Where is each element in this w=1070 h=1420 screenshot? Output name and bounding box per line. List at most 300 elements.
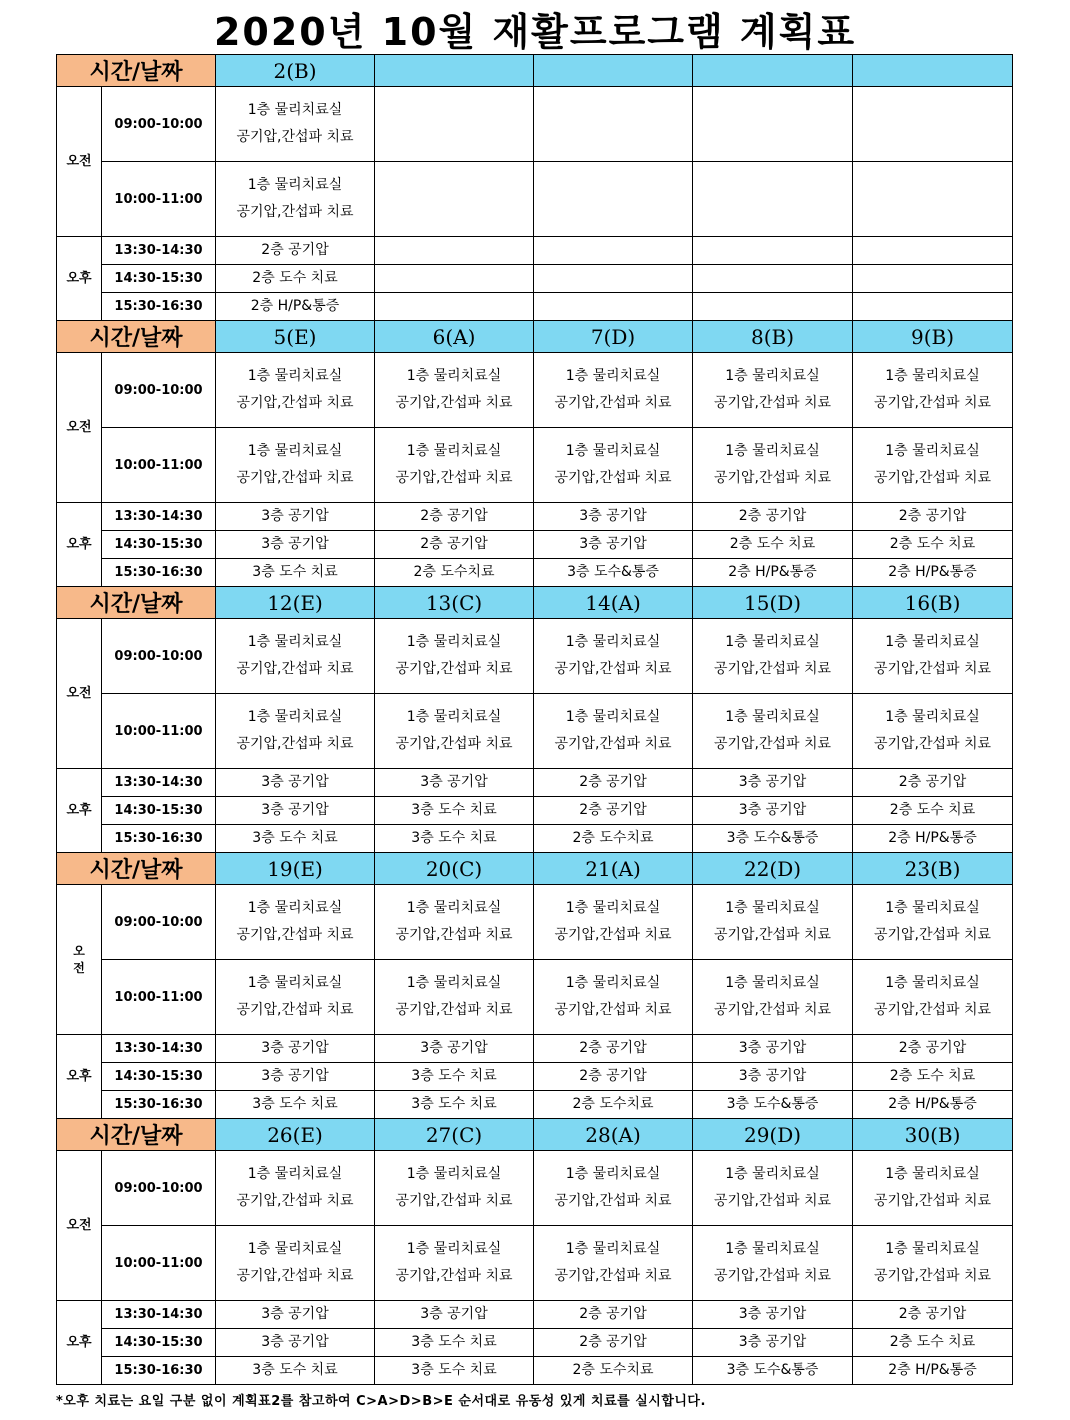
schedule-cell — [534, 162, 693, 237]
date-header: 15(D) — [693, 587, 853, 619]
schedule-cell: 2층 H/P&통증 — [853, 559, 1013, 587]
pm-row — [57, 1035, 1013, 1063]
week-header-row — [57, 853, 1013, 885]
schedule-cell — [534, 293, 693, 321]
cell-text: 1층 물리치료실 — [725, 709, 820, 725]
schedule-cell: 2층 공기압 — [534, 797, 693, 825]
week-header-row — [57, 321, 1013, 353]
time-slot: 10:00-11:00 — [102, 694, 216, 769]
schedule-cell: 3층 공기압 — [534, 531, 693, 559]
schedule-cell — [375, 960, 534, 1035]
cell-text: 공기압,간섭파 치료 — [236, 1268, 354, 1284]
cell-text: 공기압,간섭파 치료 — [395, 736, 513, 752]
cell-text: 1층 물리치료실 — [565, 709, 661, 725]
date-header — [853, 55, 1013, 87]
time-slot: 15:30-16:30 — [102, 1091, 216, 1119]
period-label-pm: 오후 — [57, 1301, 102, 1385]
am-row — [57, 87, 1013, 162]
schedule-cell: 3층 도수&통증 — [693, 1357, 853, 1385]
am-row — [57, 162, 1013, 237]
cell-text: 공기압,간섭파 치료 — [713, 1268, 832, 1284]
schedule-cell: 3층 공기압 — [216, 769, 375, 797]
cell-text: 공기압,간섭파 치료 — [873, 1193, 992, 1209]
schedule-cell — [693, 87, 853, 162]
cell-text: 1층 물리치료실 — [565, 1241, 661, 1257]
time-slot: 14:30-15:30 — [102, 531, 216, 559]
schedule-cell — [693, 1151, 853, 1226]
schedule-cell — [853, 619, 1013, 694]
am-row — [57, 1151, 1013, 1226]
schedule-cell — [534, 960, 693, 1035]
schedule-cell: 3층 공기압 — [216, 503, 375, 531]
schedule-cell: 2층 도수치료 — [534, 1091, 693, 1119]
date-header: 21(A) — [534, 853, 693, 885]
schedule-cell: 2층 공기압 — [853, 769, 1013, 797]
time-slot: 15:30-16:30 — [102, 1357, 216, 1385]
schedule-cell: 3층 공기압 — [216, 1035, 375, 1063]
schedule-cell — [375, 162, 534, 237]
schedule-cell — [534, 428, 693, 503]
schedule-cell: 3층 공기압 — [375, 1035, 534, 1063]
schedule-cell: 3층 공기압 — [216, 1301, 375, 1329]
cell-text: 1층 물리치료실 — [247, 975, 343, 991]
schedule-cell — [853, 237, 1013, 265]
schedule-cell: 3층 도수 치료 — [375, 825, 534, 853]
schedule-cell — [216, 1226, 375, 1301]
time-slot: 14:30-15:30 — [102, 1063, 216, 1091]
cell-text: 공기압,간섭파 치료 — [395, 395, 513, 411]
schedule-cell — [375, 428, 534, 503]
period-label-char: 오 — [73, 943, 85, 958]
date-header: 29(D) — [693, 1119, 853, 1151]
week-header-row — [57, 1119, 1013, 1151]
date-header: 28(A) — [534, 1119, 693, 1151]
cell-text: 공기압,간섭파 치료 — [713, 1002, 832, 1018]
schedule-cell — [216, 619, 375, 694]
cell-text: 공기압,간섭파 치료 — [873, 1268, 992, 1284]
date-header: 6(A) — [375, 321, 534, 353]
cell-text: 1층 물리치료실 — [565, 634, 661, 650]
date-header: 5(E) — [216, 321, 375, 353]
cell-text: 공기압,간섭파 치료 — [554, 736, 672, 752]
schedule-cell: 2층 H/P&통증 — [693, 559, 853, 587]
cell-text: 1층 물리치료실 — [247, 1166, 343, 1182]
pm-row — [57, 237, 1013, 265]
cell-text: 1층 물리치료실 — [885, 368, 980, 384]
schedule-cell — [534, 1226, 693, 1301]
schedule-cell: 2층 공기압 — [216, 237, 375, 265]
schedule-cell: 2층 공기압 — [853, 503, 1013, 531]
schedule-cell — [853, 885, 1013, 960]
period-label-am: 오전 — [57, 87, 102, 237]
cell-text: 1층 물리치료실 — [725, 634, 820, 650]
cell-text: 공기압,간섭파 치료 — [554, 395, 672, 411]
date-header: 22(D) — [693, 853, 853, 885]
date-header: 27(C) — [375, 1119, 534, 1151]
pm-row — [57, 1357, 1013, 1385]
schedule-cell: 3층 도수&통증 — [534, 559, 693, 587]
cell-text: 1층 물리치료실 — [406, 443, 502, 459]
schedule-cell: 3층 도수 치료 — [375, 1091, 534, 1119]
schedule-cell: 2층 공기압 — [693, 503, 853, 531]
schedule-cell: 3층 공기압 — [534, 503, 693, 531]
schedule-cell — [375, 694, 534, 769]
cell-text: 공기압,간섭파 치료 — [395, 1268, 513, 1284]
date-header: 30(B) — [853, 1119, 1013, 1151]
cell-text: 1층 물리치료실 — [565, 900, 661, 916]
time-slot: 09:00-10:00 — [102, 353, 216, 428]
date-header: 23(B) — [853, 853, 1013, 885]
schedule-cell: 3층 공기압 — [693, 1063, 853, 1091]
pm-row — [57, 293, 1013, 321]
schedule-cell — [693, 960, 853, 1035]
date-header: 2(B) — [216, 55, 375, 87]
schedule-cell — [216, 428, 375, 503]
pm-row — [57, 531, 1013, 559]
schedule-cell — [375, 885, 534, 960]
schedule-cell: 3층 공기압 — [375, 769, 534, 797]
cell-text: 1층 물리치료실 — [725, 900, 820, 916]
schedule-cell — [534, 265, 693, 293]
schedule-cell — [534, 694, 693, 769]
footnote: *오후 치료는 요일 구분 없이 계획표2를 참고하여 C>A>D>B>E 순서대로 유동성 있게 치료를 실시합니다. — [56, 1394, 706, 1409]
date-header: 12(E) — [216, 587, 375, 619]
am-row — [57, 619, 1013, 694]
cell-text: 1층 물리치료실 — [406, 634, 502, 650]
cell-text: 공기압,간섭파 치료 — [713, 1193, 832, 1209]
cell-text: 1층 물리치료실 — [885, 1166, 980, 1182]
time-slot: 13:30-14:30 — [102, 1035, 216, 1063]
cell-text: 공기압,간섭파 치료 — [713, 927, 832, 943]
schedule-cell — [693, 237, 853, 265]
schedule-cell — [693, 694, 853, 769]
schedule-cell — [853, 428, 1013, 503]
time-date-header: 시간/날짜 — [57, 321, 216, 353]
period-label-am — [57, 885, 102, 1035]
cell-text: 공기압,간섭파 치료 — [395, 470, 513, 486]
date-header: 26(E) — [216, 1119, 375, 1151]
time-date-header: 시간/날짜 — [57, 853, 216, 885]
cell-text: 1층 물리치료실 — [247, 102, 343, 118]
cell-text: 1층 물리치료실 — [406, 900, 502, 916]
cell-text: 공기압,간섭파 치료 — [873, 395, 992, 411]
schedule-cell: 3층 공기압 — [693, 1301, 853, 1329]
cell-text: 1층 물리치료실 — [406, 368, 502, 384]
cell-text: 1층 물리치료실 — [565, 368, 661, 384]
schedule-cell: 2층 공기압 — [853, 1301, 1013, 1329]
am-row — [57, 885, 1013, 960]
schedule-cell — [216, 1151, 375, 1226]
am-row — [57, 353, 1013, 428]
time-slot: 10:00-11:00 — [102, 1226, 216, 1301]
schedule-cell — [534, 885, 693, 960]
schedule-cell: 2층 도수치료 — [534, 1357, 693, 1385]
time-slot: 13:30-14:30 — [102, 769, 216, 797]
cell-text: 공기압,간섭파 치료 — [554, 927, 672, 943]
period-label-char: 전 — [73, 960, 85, 975]
schedule-cell — [693, 162, 853, 237]
schedule-cell — [534, 237, 693, 265]
time-slot: 09:00-10:00 — [102, 619, 216, 694]
schedule-cell — [853, 1151, 1013, 1226]
pm-row — [57, 1301, 1013, 1329]
schedule-cell: 3층 공기압 — [216, 531, 375, 559]
period-label-pm: 오후 — [57, 1035, 102, 1119]
cell-text: 공기압,간섭파 치료 — [236, 661, 354, 677]
cell-text: 1층 물리치료실 — [565, 975, 661, 991]
time-slot: 10:00-11:00 — [102, 162, 216, 237]
time-date-header: 시간/날짜 — [57, 55, 216, 87]
schedule-cell — [375, 1226, 534, 1301]
schedule-cell — [853, 293, 1013, 321]
cell-text: 1층 물리치료실 — [406, 709, 502, 725]
schedule-cell — [853, 694, 1013, 769]
schedule-cell — [375, 293, 534, 321]
cell-text: 공기압,간섭파 치료 — [554, 1002, 672, 1018]
schedule-cell: 3층 공기압 — [216, 1063, 375, 1091]
time-slot: 13:30-14:30 — [102, 503, 216, 531]
schedule-cell — [375, 87, 534, 162]
time-slot: 10:00-11:00 — [102, 428, 216, 503]
pm-row — [57, 503, 1013, 531]
cell-text: 공기압,간섭파 치료 — [236, 1002, 354, 1018]
schedule-cell — [693, 1226, 853, 1301]
schedule-cell: 3층 도수 치료 — [216, 1091, 375, 1119]
schedule-cell: 3층 도수 치료 — [216, 559, 375, 587]
schedule-cell: 3층 도수&통증 — [693, 1091, 853, 1119]
pm-row — [57, 1091, 1013, 1119]
time-slot: 10:00-11:00 — [102, 960, 216, 1035]
date-header: 16(B) — [853, 587, 1013, 619]
schedule-cell: 2층 공기압 — [534, 769, 693, 797]
cell-text: 1층 물리치료실 — [247, 709, 343, 725]
cell-text: 1층 물리치료실 — [885, 634, 980, 650]
schedule-cell: 2층 도수 치료 — [693, 531, 853, 559]
schedule-cell: 2층 공기압 — [534, 1035, 693, 1063]
schedule-cell: 2층 도수치료 — [375, 559, 534, 587]
schedule-cell — [375, 237, 534, 265]
cell-text: 공기압,간섭파 치료 — [713, 470, 832, 486]
schedule-cell: 3층 공기압 — [693, 1329, 853, 1357]
schedule-cell: 2층 도수 치료 — [853, 1063, 1013, 1091]
schedule-cell: 3층 공기압 — [693, 1035, 853, 1063]
week-header-row — [57, 55, 1013, 87]
date-header: 20(C) — [375, 853, 534, 885]
cell-text: 1층 물리치료실 — [247, 177, 343, 193]
time-slot: 13:30-14:30 — [102, 237, 216, 265]
cell-text: 1층 물리치료실 — [725, 1166, 820, 1182]
cell-text: 공기압,간섭파 치료 — [236, 395, 354, 411]
schedule-cell: 3층 공기압 — [216, 797, 375, 825]
schedule-cell: 2층 도수 치료 — [853, 531, 1013, 559]
time-slot: 14:30-15:30 — [102, 1329, 216, 1357]
time-slot: 09:00-10:00 — [102, 885, 216, 960]
date-header — [534, 55, 693, 87]
schedule-cell — [216, 885, 375, 960]
schedule-cell: 2층 공기압 — [375, 503, 534, 531]
schedule-cell: 3층 도수 치료 — [375, 1329, 534, 1357]
date-header: 19(E) — [216, 853, 375, 885]
week-header-row — [57, 587, 1013, 619]
cell-text: 1층 물리치료실 — [247, 368, 343, 384]
schedule-cell: 2층 공기압 — [375, 531, 534, 559]
cell-text: 공기압,간섭파 치료 — [873, 470, 992, 486]
time-slot: 09:00-10:00 — [102, 87, 216, 162]
period-label-pm: 오후 — [57, 503, 102, 587]
schedule-cell — [853, 87, 1013, 162]
period-label-pm: 오후 — [57, 237, 102, 321]
schedule-cell: 3층 도수&통증 — [693, 825, 853, 853]
cell-text: 공기압,간섭파 치료 — [395, 1193, 513, 1209]
cell-text: 공기압,간섭파 치료 — [713, 736, 832, 752]
time-slot: 13:30-14:30 — [102, 1301, 216, 1329]
cell-text: 1층 물리치료실 — [725, 1241, 820, 1257]
cell-text: 공기압,간섭파 치료 — [236, 470, 354, 486]
schedule-cell — [693, 428, 853, 503]
schedule-cell — [216, 960, 375, 1035]
cell-text: 공기압,간섭파 치료 — [236, 204, 354, 220]
schedule-cell: 3층 공기압 — [375, 1301, 534, 1329]
schedule-cell: 2층 H/P&통증 — [216, 293, 375, 321]
date-header: 7(D) — [534, 321, 693, 353]
cell-text: 1층 물리치료실 — [725, 975, 820, 991]
schedule-cell — [216, 162, 375, 237]
am-row — [57, 960, 1013, 1035]
am-row — [57, 1226, 1013, 1301]
schedule-cell — [693, 293, 853, 321]
schedule-cell — [853, 353, 1013, 428]
schedule-cell — [693, 353, 853, 428]
pm-row — [57, 769, 1013, 797]
date-header — [375, 55, 534, 87]
cell-text: 공기압,간섭파 치료 — [873, 736, 992, 752]
cell-text: 공기압,간섭파 치료 — [395, 927, 513, 943]
cell-text: 공기압,간섭파 치료 — [713, 395, 832, 411]
schedule-cell: 3층 공기압 — [216, 1329, 375, 1357]
cell-text: 1층 물리치료실 — [725, 443, 820, 459]
time-slot: 14:30-15:30 — [102, 265, 216, 293]
cell-text: 공기압,간섭파 치료 — [554, 661, 672, 677]
pm-row — [57, 825, 1013, 853]
cell-text: 공기압,간섭파 치료 — [236, 927, 354, 943]
schedule-cell — [534, 353, 693, 428]
schedule-cell: 2층 H/P&통증 — [853, 1357, 1013, 1385]
cell-text: 공기압,간섭파 치료 — [554, 1193, 672, 1209]
cell-text: 1층 물리치료실 — [406, 1166, 502, 1182]
cell-text: 공기압,간섭파 치료 — [873, 1002, 992, 1018]
schedule-cell: 2층 도수 치료 — [216, 265, 375, 293]
schedule-cell: 2층 공기압 — [534, 1329, 693, 1357]
time-slot: 15:30-16:30 — [102, 293, 216, 321]
time-date-header: 시간/날짜 — [57, 587, 216, 619]
cell-text: 1층 물리치료실 — [725, 368, 820, 384]
schedule-cell — [853, 265, 1013, 293]
schedule-cell: 3층 도수 치료 — [375, 1063, 534, 1091]
date-header: 14(A) — [534, 587, 693, 619]
period-label-am: 오전 — [57, 353, 102, 503]
period-label-am: 오전 — [57, 619, 102, 769]
period-label-am: 오전 — [57, 1151, 102, 1301]
schedule-cell: 2층 공기압 — [853, 1035, 1013, 1063]
am-row — [57, 694, 1013, 769]
schedule-cell — [534, 1151, 693, 1226]
date-header: 9(B) — [853, 321, 1013, 353]
cell-text: 1층 물리치료실 — [406, 975, 502, 991]
am-row — [57, 428, 1013, 503]
cell-text: 공기압,간섭파 치료 — [873, 661, 992, 677]
cell-text: 공기압,간섭파 치료 — [395, 661, 513, 677]
schedule-cell — [693, 885, 853, 960]
schedule-cell: 2층 H/P&통증 — [853, 1091, 1013, 1119]
schedule-cell — [216, 694, 375, 769]
schedule-table — [56, 54, 1013, 1385]
schedule-cell: 3층 도수 치료 — [375, 1357, 534, 1385]
date-header: 8(B) — [693, 321, 853, 353]
cell-text: 1층 물리치료실 — [565, 443, 661, 459]
schedule-cell — [216, 353, 375, 428]
schedule-cell — [693, 619, 853, 694]
time-slot: 14:30-15:30 — [102, 797, 216, 825]
schedule-cell: 2층 H/P&통증 — [853, 825, 1013, 853]
schedule-cell: 2층 도수 치료 — [853, 797, 1013, 825]
schedule-cell — [853, 1226, 1013, 1301]
pm-row — [57, 797, 1013, 825]
cell-text: 1층 물리치료실 — [885, 975, 980, 991]
schedule-cell — [216, 87, 375, 162]
time-slot: 15:30-16:30 — [102, 559, 216, 587]
period-label-pm: 오후 — [57, 769, 102, 853]
cell-text: 공기압,간섭파 치료 — [395, 1002, 513, 1018]
schedule-cell: 3층 도수 치료 — [375, 797, 534, 825]
cell-text: 공기압,간섭파 치료 — [554, 1268, 672, 1284]
cell-text: 1층 물리치료실 — [247, 900, 343, 916]
page-title: 2020년 10월 재활프로그램 계획표 — [213, 10, 857, 54]
date-header — [693, 55, 853, 87]
cell-text: 1층 물리치료실 — [885, 1241, 980, 1257]
pm-row — [57, 265, 1013, 293]
schedule-cell: 3층 도수 치료 — [216, 825, 375, 853]
schedule-cell — [375, 619, 534, 694]
schedule-cell — [534, 87, 693, 162]
cell-text: 공기압,간섭파 치료 — [236, 129, 354, 145]
schedule-cell — [375, 1151, 534, 1226]
pm-row — [57, 1329, 1013, 1357]
schedule-cell — [534, 619, 693, 694]
cell-text: 공기압,간섭파 치료 — [873, 927, 992, 943]
cell-text: 1층 물리치료실 — [565, 1166, 661, 1182]
schedule-cell — [375, 265, 534, 293]
cell-text: 공기압,간섭파 치료 — [236, 1193, 354, 1209]
cell-text: 1층 물리치료실 — [885, 709, 980, 725]
time-slot: 09:00-10:00 — [102, 1151, 216, 1226]
schedule-cell: 2층 공기압 — [534, 1063, 693, 1091]
schedule-cell — [853, 960, 1013, 1035]
pm-row — [57, 559, 1013, 587]
schedule-cell: 3층 공기압 — [693, 769, 853, 797]
date-header: 13(C) — [375, 587, 534, 619]
time-slot: 15:30-16:30 — [102, 825, 216, 853]
schedule-cell: 2층 공기압 — [534, 1301, 693, 1329]
cell-text: 1층 물리치료실 — [247, 634, 343, 650]
time-date-header: 시간/날짜 — [57, 1119, 216, 1151]
cell-text: 1층 물리치료실 — [247, 443, 343, 459]
cell-text: 공기압,간섭파 치료 — [554, 470, 672, 486]
cell-text: 1층 물리치료실 — [885, 443, 980, 459]
schedule-cell — [375, 353, 534, 428]
schedule-cell: 2층 도수 치료 — [853, 1329, 1013, 1357]
schedule-cell — [693, 265, 853, 293]
cell-text: 1층 물리치료실 — [406, 1241, 502, 1257]
